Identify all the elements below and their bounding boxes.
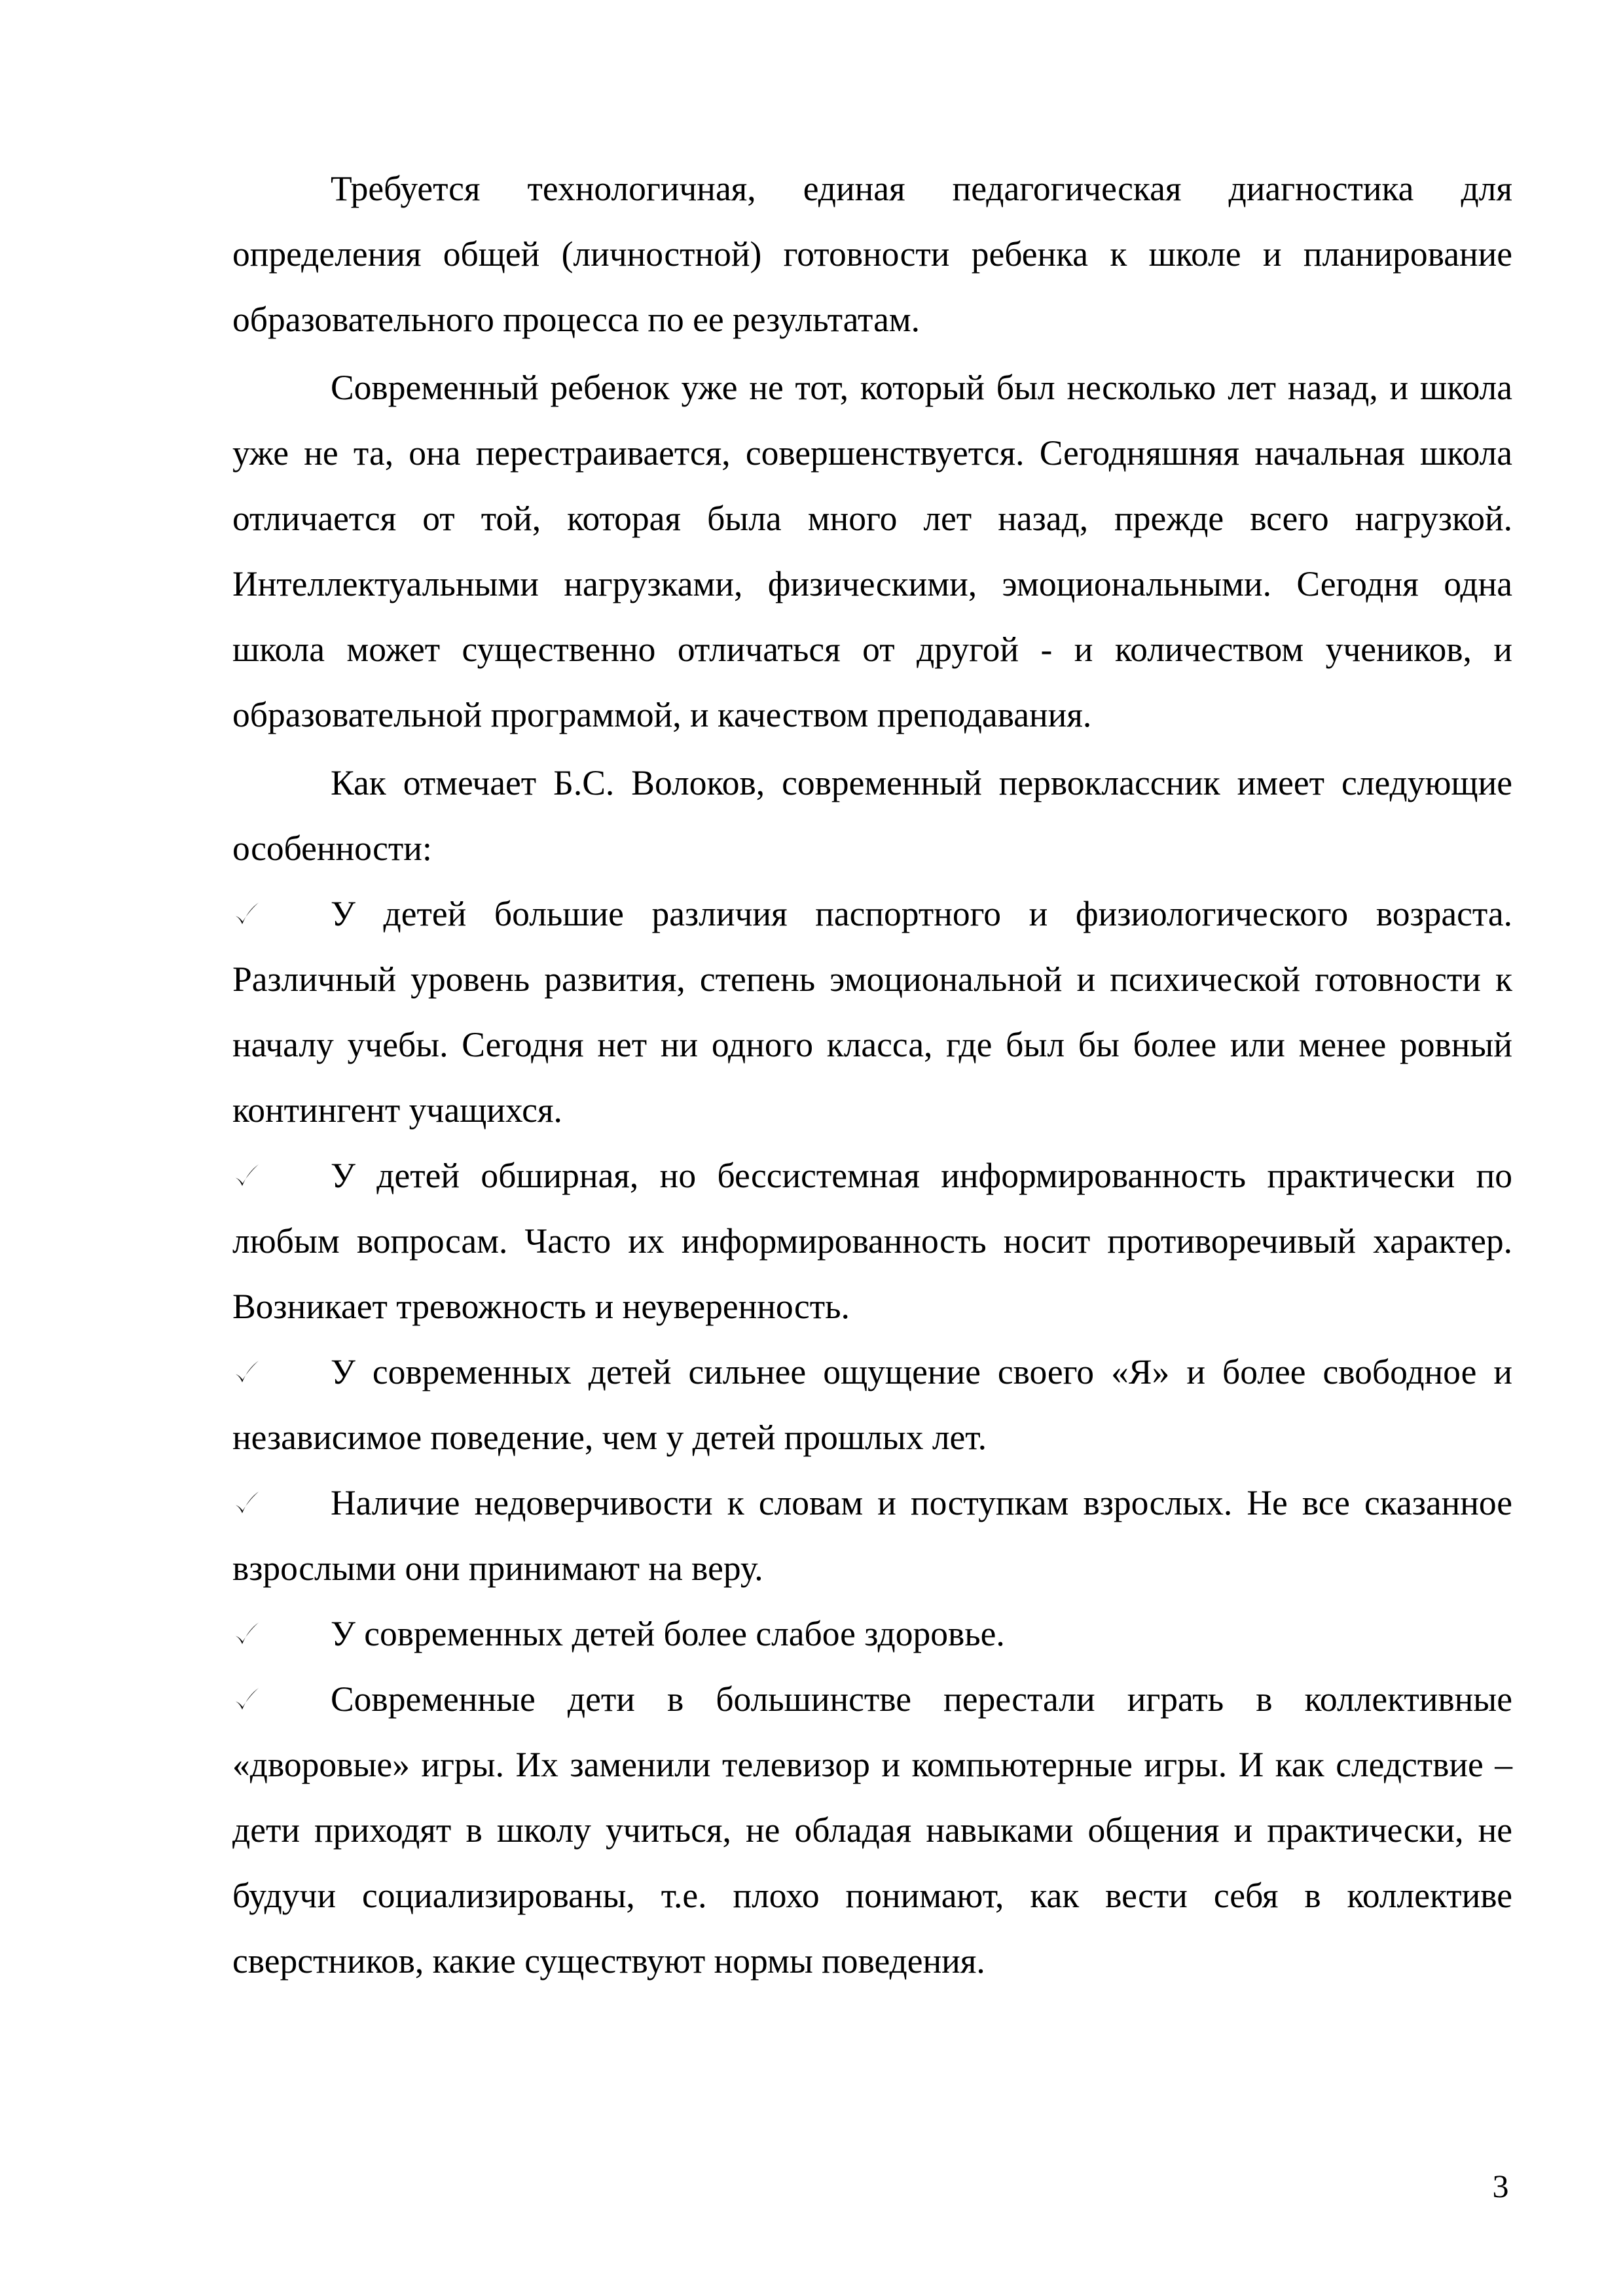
paragraph-modern-child: Современный ребенок уже не тот, который был несколько лет назад, и школа уже не та, она перестраивается, совершенствуется. Сегодняшняя начальная школа отличается от той, которая была много лет назад, прежде всего нагрузкой. Интеллектуальными нагрузками, физическими, эмоциональными. Сегодня одна школа может существенно отличаться от другой - и количеством учеников, и образовательной программой, и качеством преподавания. xyxy=(232,368,1512,734)
checkmark-icon xyxy=(232,1143,272,1208)
bullet-item xyxy=(232,1666,1512,1994)
page-number: 3 xyxy=(1492,2168,1509,2204)
bullet-item xyxy=(232,881,1512,1143)
bullet-text: У детей обширная, но бессистемная информированность практически по любым вопросам. Часто их информированность носит противоречивый характер. Возникает тревожность и неуверенность. xyxy=(232,1156,1512,1326)
checkmark-icon xyxy=(232,1470,272,1535)
checkmark-icon xyxy=(232,881,272,946)
bullet-item xyxy=(232,1601,1512,1666)
bullet-item xyxy=(232,1339,1512,1470)
bullet-text: Современные дети в большинстве перестали играть в коллективные «дворовые» игры. Их заменили телевизор и компьютерные игры. И как следствие – дети приходят в школу учиться, не обладая навыками общения и практически, не будучи социализированы, т.е. плохо понимают, как вести себя в коллективе сверстников, какие существуют нормы поведения. xyxy=(232,1679,1512,1981)
checkmark-icon xyxy=(232,1666,272,1732)
text-block xyxy=(232,156,1512,1994)
bullet-text: У современных детей более слабое здоровье. xyxy=(331,1614,1005,1653)
paragraph-diagnostics: Требуется технологичная, единая педагогическая диагностика для определения общей (личностной) готовности ребенка к школе и планирование образовательного процесса по ее результатам. xyxy=(232,169,1512,339)
bullet-text: Наличие недоверчивости к словам и поступкам взрослых. Не все сказанное взрослыми они принимают на веру. xyxy=(232,1483,1512,1588)
bullet-text: У современных детей сильнее ощущение своего «Я» и более свободное и независимое поведение, чем у детей прошлых лет. xyxy=(232,1352,1512,1457)
checkmark-icon xyxy=(232,1339,272,1405)
bullet-text: У детей большие различия паспортного и физиологического возраста. Различный уровень развития, степень эмоциональной и психической готовности к началу учебы. Сегодня нет ни одного класса, где был бы более или менее ровный контингент учащихся. xyxy=(232,894,1512,1130)
checkmark-icon xyxy=(232,1601,272,1666)
bullet-item xyxy=(232,1470,1512,1601)
paragraph-features-intro: Как отмечает Б.С. Волоков, современный первоклассник имеет следующие особенности: xyxy=(232,763,1512,868)
bullet-item xyxy=(232,1143,1512,1339)
